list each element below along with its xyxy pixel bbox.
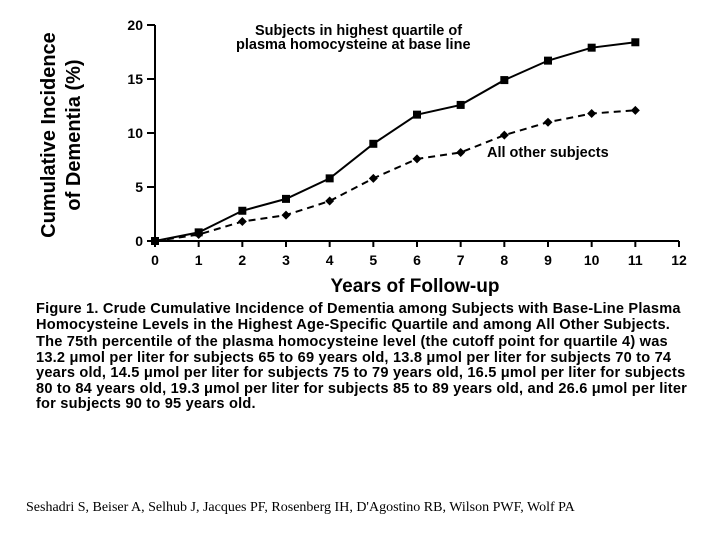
x-tick-label: 10 [583,252,600,268]
y-tick-label: 15 [127,71,143,87]
data-point-all-other [238,217,247,226]
x-tick-label: 5 [369,252,378,268]
data-point-highest-quartile [369,140,377,148]
y-tick-label: 5 [135,179,143,195]
series-line-highest-quartile [155,42,635,241]
x-tick-label: 4 [325,252,334,268]
series-label-highest-quartile-line1: Subjects in highest quartile of [255,23,463,39]
data-point-all-other [500,131,509,140]
x-tick-label: 0 [151,252,159,268]
x-axis-label: Years of Follow-up [330,276,500,297]
figure-caption [36,302,698,413]
data-point-all-other [544,118,553,127]
data-point-highest-quartile [413,111,421,119]
figure-note: The 75th percentile of the plasma homocysteine level (the cutoff point for quartile 4) was 13.2 μmol per liter for subjects 65 to 69 years old, 13.8 μmol per liter for subjects 70 to 74 years old, 14.5 μmol per liter for subjects 75 to 79 years old, 16.5 μmol per liter for subjects 80 to 84 years old, 19.3 μmol per liter for subjects 85 to 89 years old, and 26.6 μmol per liter for subjects 90 to 95 years old. [36,334,688,412]
citation: Seshadri S, Beiser A, Selhub J, Jacques PF, Rosenberg IH, D'Agostino RB, Wilson PWF, Wolf PA [26,500,575,515]
data-point-all-other [413,154,422,163]
x-tick-label: 7 [456,252,465,268]
y-axis-label-line1: Cumulative Incidence [38,32,60,238]
chart-plot-area [151,38,640,245]
x-tick-label: 8 [500,252,509,268]
data-point-highest-quartile [238,207,246,215]
x-tick-label: 12 [671,252,687,268]
x-tick-label: 11 [627,252,643,268]
x-tick-label: 2 [238,252,247,268]
y-tick-label: 20 [127,17,143,33]
y-axis-label-line2: of Dementia (%) [63,59,85,211]
x-tick-label: 6 [413,252,421,268]
data-point-highest-quartile [588,44,596,52]
data-point-all-other [631,106,640,115]
data-point-highest-quartile [631,38,639,46]
y-tick-label: 10 [127,125,143,141]
data-point-highest-quartile [500,76,508,84]
data-point-all-other [456,148,465,157]
series-label-highest-quartile-line2: plasma homocysteine at base line [236,37,471,53]
figure-title: Crude Cumulative Incidence of Dementia among Subjects with Base-Line Plasma Homocysteine Levels in the Highest Age-Specific Quartile and among All Other Subjects. [36,301,681,333]
y-tick-label: 0 [135,233,143,249]
data-point-highest-quartile [457,101,465,109]
chart-axes [127,17,687,268]
data-point-all-other [282,211,291,220]
data-point-highest-quartile [326,174,334,182]
x-tick-label: 9 [544,252,552,268]
x-tick-label: 1 [194,252,203,268]
figure-label: Figure 1. [36,301,99,317]
data-point-all-other [369,174,378,183]
caption-heading [36,302,698,333]
data-point-all-other [325,197,334,206]
data-point-highest-quartile [544,57,552,65]
series-label-all-other: All other subjects [487,145,609,161]
data-point-all-other [587,109,596,118]
data-point-highest-quartile [282,195,290,203]
x-tick-label: 3 [282,252,290,268]
